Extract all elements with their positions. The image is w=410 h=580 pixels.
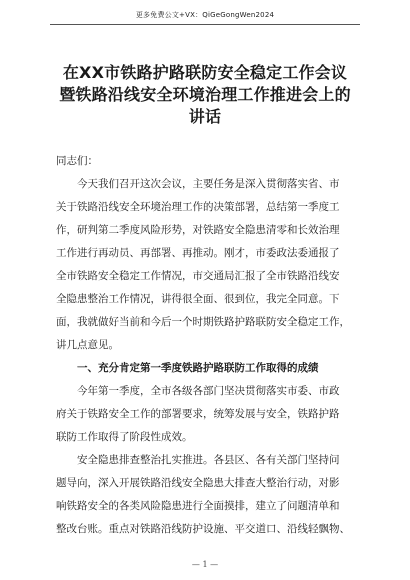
document-title: [40, 62, 370, 128]
paragraph-line: 整改台账。重点对铁路沿线防护设施、平交道口、沿线轻飘物、: [56, 523, 350, 535]
paragraph-line: 全隐患整治工作情况，讲得很全面、很到位，我完全同意。下: [56, 293, 340, 305]
paragraph-line: 题导向，深入开展铁路沿线安全隐患大排查大整治行动，对影: [56, 477, 340, 489]
paragraph-line: 安全隐患排查整治扎实推进。各县区、各有关部门坚持问: [77, 454, 340, 466]
paragraph-line: 今年第一季度，全市各级各部门坚决贯彻落实市委、市政: [77, 385, 340, 397]
title-line: 暨铁路沿线安全环境治理工作推进会上的: [59, 85, 351, 104]
document-body: [56, 150, 356, 541]
title-line: 讲话: [188, 107, 222, 126]
paragraph-line: 府关于铁路安全工作的部署要求，统筹发展与安全，铁路护路: [56, 408, 340, 420]
page-number: — 1 —: [191, 560, 219, 569]
paragraph-line: 讲几点意见。: [56, 339, 119, 351]
salutation: 同志们：: [56, 155, 98, 167]
header-rule: [50, 24, 360, 25]
paragraph-line: 面，我就做好当前和今后一个时期铁路护路联防安全稳定工作，: [56, 316, 350, 328]
paragraph-line: 工作进行再动员、再部署、再推动。刚才，市委政法委通报了: [56, 247, 340, 259]
paragraph-line: 今天我们召开这次会议，主要任务是深入贯彻落实省、市: [77, 178, 340, 190]
paragraph-line: 关于铁路沿线安全环境治理工作的决策部署，总结第一季度工: [56, 201, 340, 213]
paragraph-line: 响铁路安全的各类风险隐患进行全面摸排，建立了问题清单和: [56, 500, 340, 512]
paragraph-line: 全市铁路安全稳定工作情况，市交通局汇报了全市铁路沿线安: [56, 270, 340, 282]
title-line: 在XX市铁路护路联防安全稳定工作会议: [62, 63, 348, 82]
page-header: 更多免费公文+VX：QiGeGongWen2024: [135, 11, 275, 19]
paragraph-line: 联防工作取得了阶段性成效。: [56, 431, 193, 443]
section-heading: 一、充分肯定第一季度铁路护路联防工作取得的成绩: [77, 362, 319, 374]
paragraph-line: 作，研判第二季度风险形势，对铁路安全隐患清零和长效治理: [56, 224, 340, 236]
